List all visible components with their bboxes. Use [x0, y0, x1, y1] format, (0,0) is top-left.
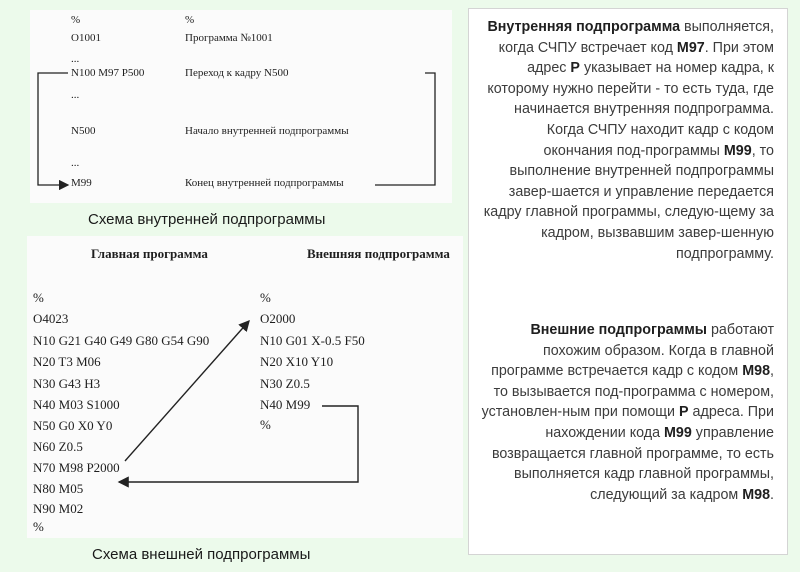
comment-line: Программа №1001 [185, 32, 273, 44]
sub-line: N40 M99 [260, 397, 311, 412]
external-subroutine-diagram [27, 236, 463, 538]
main-line: % [33, 519, 44, 534]
code-line: M99 [71, 177, 92, 189]
main-line: N40 M03 S1000 [33, 397, 120, 412]
comment-line: Конец внутренней подпрограммы [185, 177, 344, 189]
internal-description: Внутренняя подпрограмма выполняется, когда СЧПУ встречает код M97. При этом адрес P указывает на номер кадра, к которому нужно перейти - то есть туда, где начинается внутренняя подпрограмма. Когда СЧПУ находит кадр с кодом окончания под-программы M99, то выполнение внутренней подпрограммы завер-шается и управление передается кадру главной программы, следую-щему за кадром, вызвавшим завер-шенную подпрограмму. [483, 19, 774, 262]
main-line: N10 G21 G40 G49 G80 G54 G90 [33, 333, 210, 348]
sub-line: N10 G01 X-0.5 F50 [260, 333, 365, 348]
term-internal: Внутренняя подпрограмма [487, 19, 681, 35]
main-line: % [33, 290, 44, 305]
term-external: Внешние подпрограммы [530, 322, 707, 338]
comment-line: Переход к кадру N500 [185, 67, 289, 79]
main-line: N20 T3 M06 [33, 354, 101, 369]
main-line: N80 M05 [33, 481, 84, 496]
jump-arrows [30, 10, 452, 203]
subprogram-title: Внешняя подпрограмма [307, 246, 450, 261]
main-line: N60 Z0.5 [33, 439, 83, 454]
sub-line: O2000 [260, 311, 296, 326]
code-line: ... [71, 53, 80, 65]
main-line: N50 G0 X0 Y0 [33, 418, 113, 433]
main-line: N90 M02 [33, 501, 84, 516]
code-line: ... [71, 157, 80, 169]
code-line: O1001 [71, 32, 101, 44]
sub-line: % [260, 417, 271, 432]
comment-line: % [185, 14, 195, 26]
sub-line: N30 Z0.5 [260, 376, 310, 391]
main-line: N70 M98 P2000 [33, 460, 120, 475]
sub-line: N20 X10 Y10 [260, 354, 334, 369]
explanation-panel [468, 8, 788, 555]
code-line: N500 [71, 125, 96, 137]
sub-line: % [260, 290, 271, 305]
main-line: N30 G43 H3 [33, 376, 101, 391]
code-line: % [71, 14, 81, 26]
main-program-title: Главная программа [91, 246, 208, 261]
main-line: O4023 [33, 311, 69, 326]
external-caption: Схема внешней подпрограммы [92, 546, 311, 563]
call-return-arrows [27, 236, 463, 538]
internal-caption: Схема внутренней подпрограммы [88, 211, 326, 228]
code-line: N100 M97 P500 [71, 67, 145, 79]
internal-subroutine-diagram [30, 10, 452, 203]
code-line: ... [71, 89, 80, 101]
external-description: Внешние подпрограммы работают похожим образом. Когда в главной программе встречается кадр с кодом M98, то вызывается под-программа с номером, установлен-ным при помощи P адреса. При нахождении кода M99 управление возвращается главной программе, то есть выполняется кадр главной программы, следующий за кадром M98. [481, 322, 774, 503]
comment-line: Начало внутренней подпрограммы [185, 125, 349, 137]
